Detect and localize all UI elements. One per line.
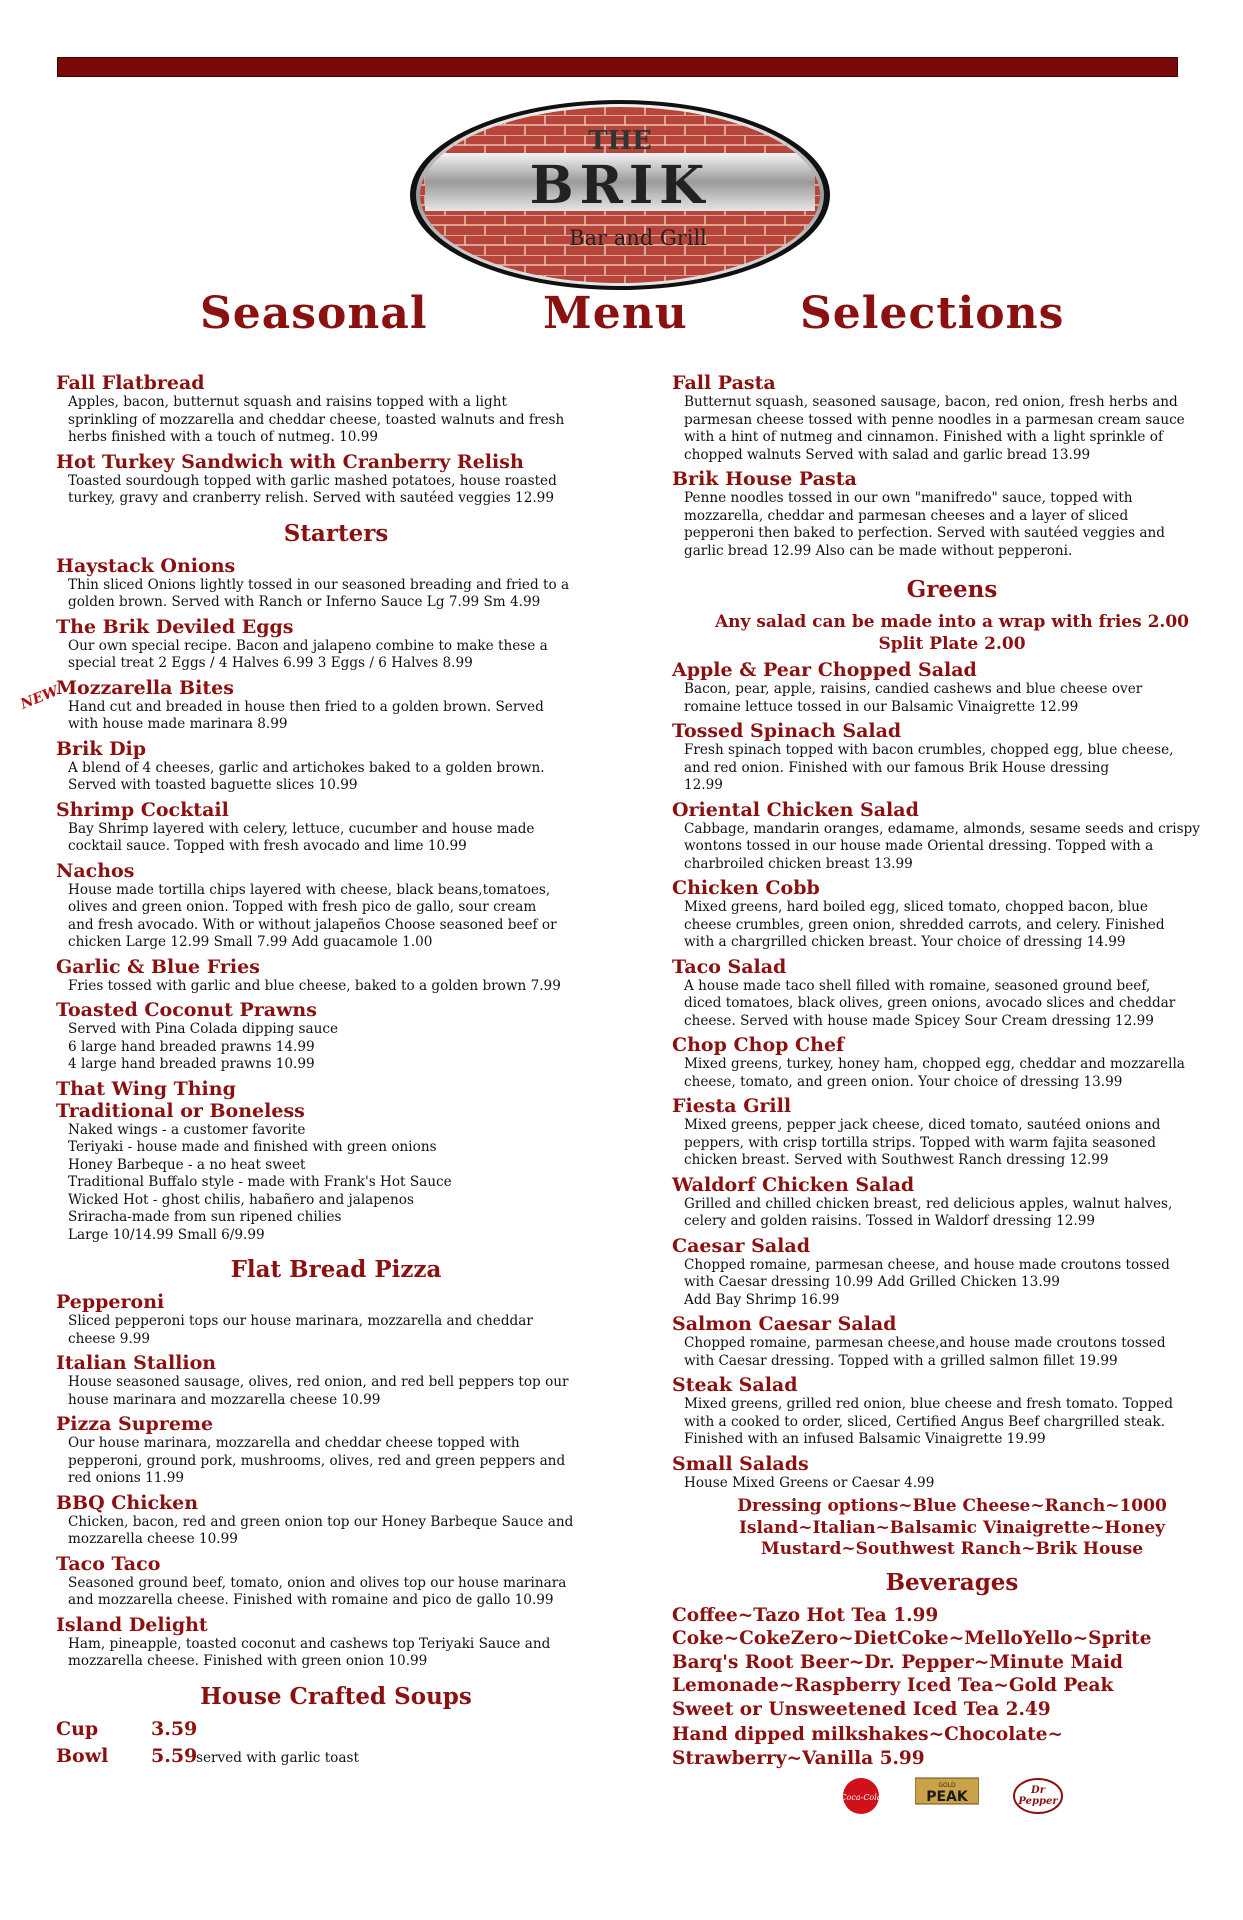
beverage-line: Lemonade~Raspberry Iced Tea~Gold Peak [672,1675,1114,1696]
item-desc: House seasoned sausage, olives, red onion, and red bell peppers top our house marinara and mozzarella cheese 10.99 [68,1374,569,1408]
item-desc: Chopped romaine, parmesan cheese, and house made croutons tossed with Caesar dressing 10.99 Add Grilled Chicken 13.99 Add Bay Shrimp 16.99 [684,1256,1170,1308]
beverage-line: Strawberry~Vanilla 5.99 [672,1747,925,1769]
section-title-pizza: Flat Bread Pizza [230,1256,442,1283]
item-name: Salmon Caesar Salad [672,1313,897,1335]
menu-item [672,1235,1232,1310]
menu-item [672,1174,1232,1231]
item-name: That Wing Thing [56,1077,236,1100]
top-banner-bar [57,57,1178,77]
item-desc: Grilled and chilled chicken breast, red delicious apples, walnut halves, celery and golden raisins. Tossed in Waldorf dressing 12.99 [684,1195,1173,1229]
item-name: Waldorf Chicken Salad [672,1173,915,1196]
menu-item [56,677,616,734]
menu-item [56,1614,616,1671]
menu-item [672,1374,1232,1449]
menu-item [56,999,616,1074]
item-name: Haystack Onions [56,554,236,577]
heading-selections: Selections [800,288,1065,339]
svg-text:Coca-Cola: Coca-Cola [840,1793,882,1802]
beverage-line: Sweet or Unsweetened Iced Tea 2.49 [672,1698,1051,1720]
item-desc: Ham, pineapple, toasted coconut and cashews top Teriyaki Sauce and mozzarella cheese. Finished with green onion 10.99 [68,1635,551,1669]
item-desc: Penne noodles tossed in our own "manifredo" sauce, topped with mozzarella, cheddar and parmesan cheeses and a layer of sliced pepperoni then baked to perfection. Served with sautéed veggies and garlic bread 12.99 Also can be made without pepperoni. [684,490,1165,559]
left-column [56,372,616,1772]
item-desc: Our house marinara, mozzarella and cheddar cheese topped with pepperoni, ground pork, mushrooms, olives, red and green peppers and red onions 11.99 [68,1435,566,1486]
menu-item [672,372,1232,464]
item-desc: Mixed greens, turkey, honey ham, chopped egg, cheddar and mozzarella cheese, tomato, and green onion. Your choice of dressing 13.99 [684,1056,1185,1090]
logo-the-text: THE [588,126,652,156]
menu-item [672,468,1232,560]
item-name: Toasted Coconut Prawns [56,999,317,1021]
item-name: Fall Pasta [672,372,776,394]
menu-item [672,720,1232,795]
wrap-note: Any salad can be made into a wrap with fries 2.00 [714,612,1190,632]
item-desc: Butternut squash, seasoned sausage, bacon, red onion, fresh herbs and parmesan cheese tossed with penne noodles in a parmesan cream sauce with a hint of nutmeg and cinnamon. Finished with a light sprinkle of chopped walnuts Served with salad and garlic bread 13.99 [684,394,1185,463]
menu-item [672,956,1232,1031]
item-desc: Cabbage, mandarin oranges, edamame, almonds, sesame seeds and crispy wontons tossed in our house made Oriental dressing. Topped with a charbroiled chicken breast 13.99 [684,820,1200,872]
item-desc: Hand cut and breaded in house then fried to a golden brown. Served with house made marinara 8.99 [68,698,544,732]
item-name: Steak Salad [672,1374,798,1396]
svg-text:GOLD: GOLD [938,1782,956,1789]
logo-brik-text: BRIK [529,155,711,216]
item-name: Pepperoni [56,1291,165,1313]
item-desc: Fresh spinach topped with bacon crumbles, chopped egg, blue cheese, and red onion. Finished with our famous Brik House dressing 12.99 [684,742,1174,793]
item-desc: Our own special recipe. Bacon and jalapeno combine to make these a special treat 2 Eggs / 4 Halves 6.99 3 Eggs / 6 Halves 8.99 [68,637,548,671]
item-name: Brik Dip [56,737,147,760]
item-desc: Seasoned ground beef, tomato, onion and olives top our house marinara and mozzarella cheese. Finished with romaine and pico de gallo 10.99 [68,1574,567,1608]
menu-item [56,616,616,673]
menu-item [672,1313,1232,1370]
menu-item [56,860,616,952]
item-name: Hot Turkey Sandwich with Cranberry Relish [56,450,524,473]
menu-item [672,1095,1232,1170]
item-name: BBQ Chicken [56,1491,199,1514]
soup-note: served with garlic toast [196,1749,359,1766]
item-name: Chop Chop Chef [672,1034,845,1056]
brik-logo [405,95,835,295]
right-column [672,372,1232,1816]
menu-item [672,799,1232,874]
item-desc: A house made taco shell filled with romaine, seasoned ground beef, diced tomatoes, black olives, green onions, avocado slices and cheddar cheese. Served with house made Spicey Sour Cream dressing 12.99 [684,977,1176,1029]
menu-item [56,1492,616,1549]
soup-price: 3.59 [151,1717,198,1740]
soup-row [56,1718,616,1745]
beverage-line: Coffee~Tazo Hot Tea 1.99 [672,1604,939,1626]
dr-pepper-logo [1011,1776,1065,1816]
dressing-options: Dressing options~Blue Cheese~Ranch~1000 Island~Italian~Balsamic Vinaigrette~Honey Mustard~Southwest Ranch~Brik House [737,1496,1167,1559]
beverage-line: Barq's Root Beer~Dr. Pepper~Minute Maid [672,1651,1123,1673]
beverage-line: Hand dipped milkshakes~Chocolate~ [672,1724,1064,1745]
section-title-greens: Greens [906,576,998,603]
item-desc: Mixed greens, grilled red onion, blue cheese and fresh tomato. Topped with a cooked to order, sliced, Certified Angus Beef chargrilled steak. Finished with an infused Balsamic Vinaigrette 19.99 [684,1396,1173,1447]
item-name: Caesar Salad [672,1234,811,1257]
item-desc: Sliced pepperoni tops our house marinara, mozzarella and cheddar cheese 9.99 [68,1313,533,1347]
item-name: Taco Taco [56,1552,161,1575]
menu-item [672,877,1232,952]
soup-price: 5.59 [151,1744,198,1767]
item-desc: Fries tossed with garlic and blue cheese, baked to a golden brown 7.99 [68,977,561,994]
heading-seasonal: Seasonal [200,288,428,339]
soup-size: Cup [56,1717,99,1740]
soup-row [56,1745,616,1772]
item-name: Italian Stallion [56,1352,217,1374]
item-name: Apple & Pear Chopped Salad [672,659,977,681]
brand-logos [672,1776,1232,1816]
section-title-starters: Starters [283,519,389,547]
beverage-line: Coke~CokeZero~DietCoke~MelloYello~Sprite [672,1628,1152,1649]
heading-menu: Menu [543,288,688,339]
menu-item [672,659,1232,716]
svg-text:PEAK: PEAK [926,1789,968,1805]
soups-list [56,1718,616,1772]
item-name: Garlic & Blue Fries [56,955,260,978]
menu-item [56,555,616,612]
menu-item [56,1553,616,1610]
menu-item [56,738,616,795]
menu-item [56,799,616,856]
item-name: Fiesta Grill [672,1095,792,1117]
item-name: Taco Salad [672,955,787,978]
item-name: Shrimp Cocktail [56,798,229,821]
item-name: Traditional or Boneless [56,1099,305,1122]
item-desc: Chicken, bacon, red and green onion top our Honey Barbeque Sauce and mozzarella cheese 10.99 [68,1513,574,1547]
item-desc: House Mixed Greens or Caesar 4.99 [684,1474,935,1491]
menu-item [56,1100,616,1245]
item-desc: Apples, bacon, butternut squash and raisins topped with a light sprinkling of mozzarella and cheddar cheese, toasted walnuts and fresh herbs finished with a touch of nutmeg. 10.99 [68,394,565,445]
item-desc: Bacon, pear, apple, raisins, candied cashews and blue cheese over romaine lettuce tossed in our Balsamic Vinaigrette 12.99 [684,681,1143,715]
menu-item [56,1078,616,1100]
coca-cola-logo [839,1776,883,1816]
item-name: Pizza Supreme [56,1413,214,1435]
logo-subtitle: Bar and Grill [569,226,707,250]
item-desc: House made tortilla chips layered with cheese, black beans,tomatoes, olives and green onion. Topped with fresh pico de gallo, sour cream and fresh avocado. With or without jalapeños Choose seasoned beef or chicken Large 12.99 Small 7.99 Add guacamole 1.00 [68,881,557,950]
item-name: Tossed Spinach Salad [672,720,902,742]
section-title-beverages: Beverages [885,1568,1019,1596]
svg-text:Pepper: Pepper [1018,1796,1058,1807]
item-desc: Served with Pina Colada dipping sauce 6 large hand breaded prawns 14.99 4 large hand breaded prawns 10.99 [68,1021,339,1072]
menu-item [56,1413,616,1488]
item-name: Island Delight [56,1613,208,1636]
menu-item [56,1352,616,1409]
item-desc: Naked wings - a customer favorite Teriyaki - house made and finished with green onions Honey Barbeque - a no heat sweet Traditional Buffalo style - made with Frank's Hot Sauce Wicked Hot - ghost chilis, habañero and jalapenos Sriracha-made from sun ripened chilies Large 10/14.99 Small 6/9.99 [68,1121,452,1243]
item-desc: Mixed greens, pepper jack cheese, diced tomato, sautéed onions and peppers, with crisp tortilla strips. Topped with warm fajita seasoned chicken breast. Served with Southwest Ranch dressing 12.99 [684,1117,1161,1168]
menu-item [56,372,616,447]
gold-peak-logo [915,1776,979,1806]
menu-item [672,1034,1232,1091]
menu-item [672,1453,1232,1493]
item-name: Nachos [56,859,135,882]
item-desc: A blend of 4 cheeses, garlic and artichokes baked to a golden brown. Served with toasted baguette slices 10.99 [68,759,545,793]
item-name: Brik House Pasta [672,468,857,490]
item-name: Mozzarella Bites [56,676,234,699]
item-desc: Bay Shrimp layered with celery, lettuce, cucumber and house made cocktail sauce. Topped with fresh avocado and lime 10.99 [68,820,535,854]
item-name: Chicken Cobb [672,877,820,899]
menu-item [56,1291,616,1348]
item-desc: Thin sliced Onions lightly tossed in our seasoned breading and fried to a golden brown. Served with Ranch or Inferno Sauce Lg 7.99 Sm 4.99 [68,576,570,610]
item-name: The Brik Deviled Eggs [56,615,294,638]
item-desc: Mixed greens, hard boiled egg, sliced tomato, chopped bacon, blue cheese crumbles, green onion, shredded carrots, and celery. Finished with a chargrilled chicken breast. Your choice of dressing 14.99 [684,899,1165,950]
item-desc: Toasted sourdough topped with garlic mashed potatoes, house roasted turkey, gravy and cranberry relish. Served with sautéed veggies 12.99 [68,472,557,506]
svg-text:Dr: Dr [1031,1785,1045,1796]
menu-item [56,451,616,508]
soup-size: Bowl [56,1744,109,1767]
item-desc: Chopped romaine, parmesan cheese,and house made croutons tossed with Caesar dressing. Topped with a grilled salmon fillet 19.99 [684,1335,1166,1369]
menu-item [56,956,616,996]
split-plate-note: Split Plate 2.00 [878,634,1026,654]
section-title-soups: House Crafted Soups [200,1682,472,1710]
item-name: Fall Flatbread [56,372,205,394]
new-badge: NEW [18,683,61,713]
item-name: Small Salads [672,1452,809,1475]
item-name: Oriental Chicken Salad [672,798,919,821]
